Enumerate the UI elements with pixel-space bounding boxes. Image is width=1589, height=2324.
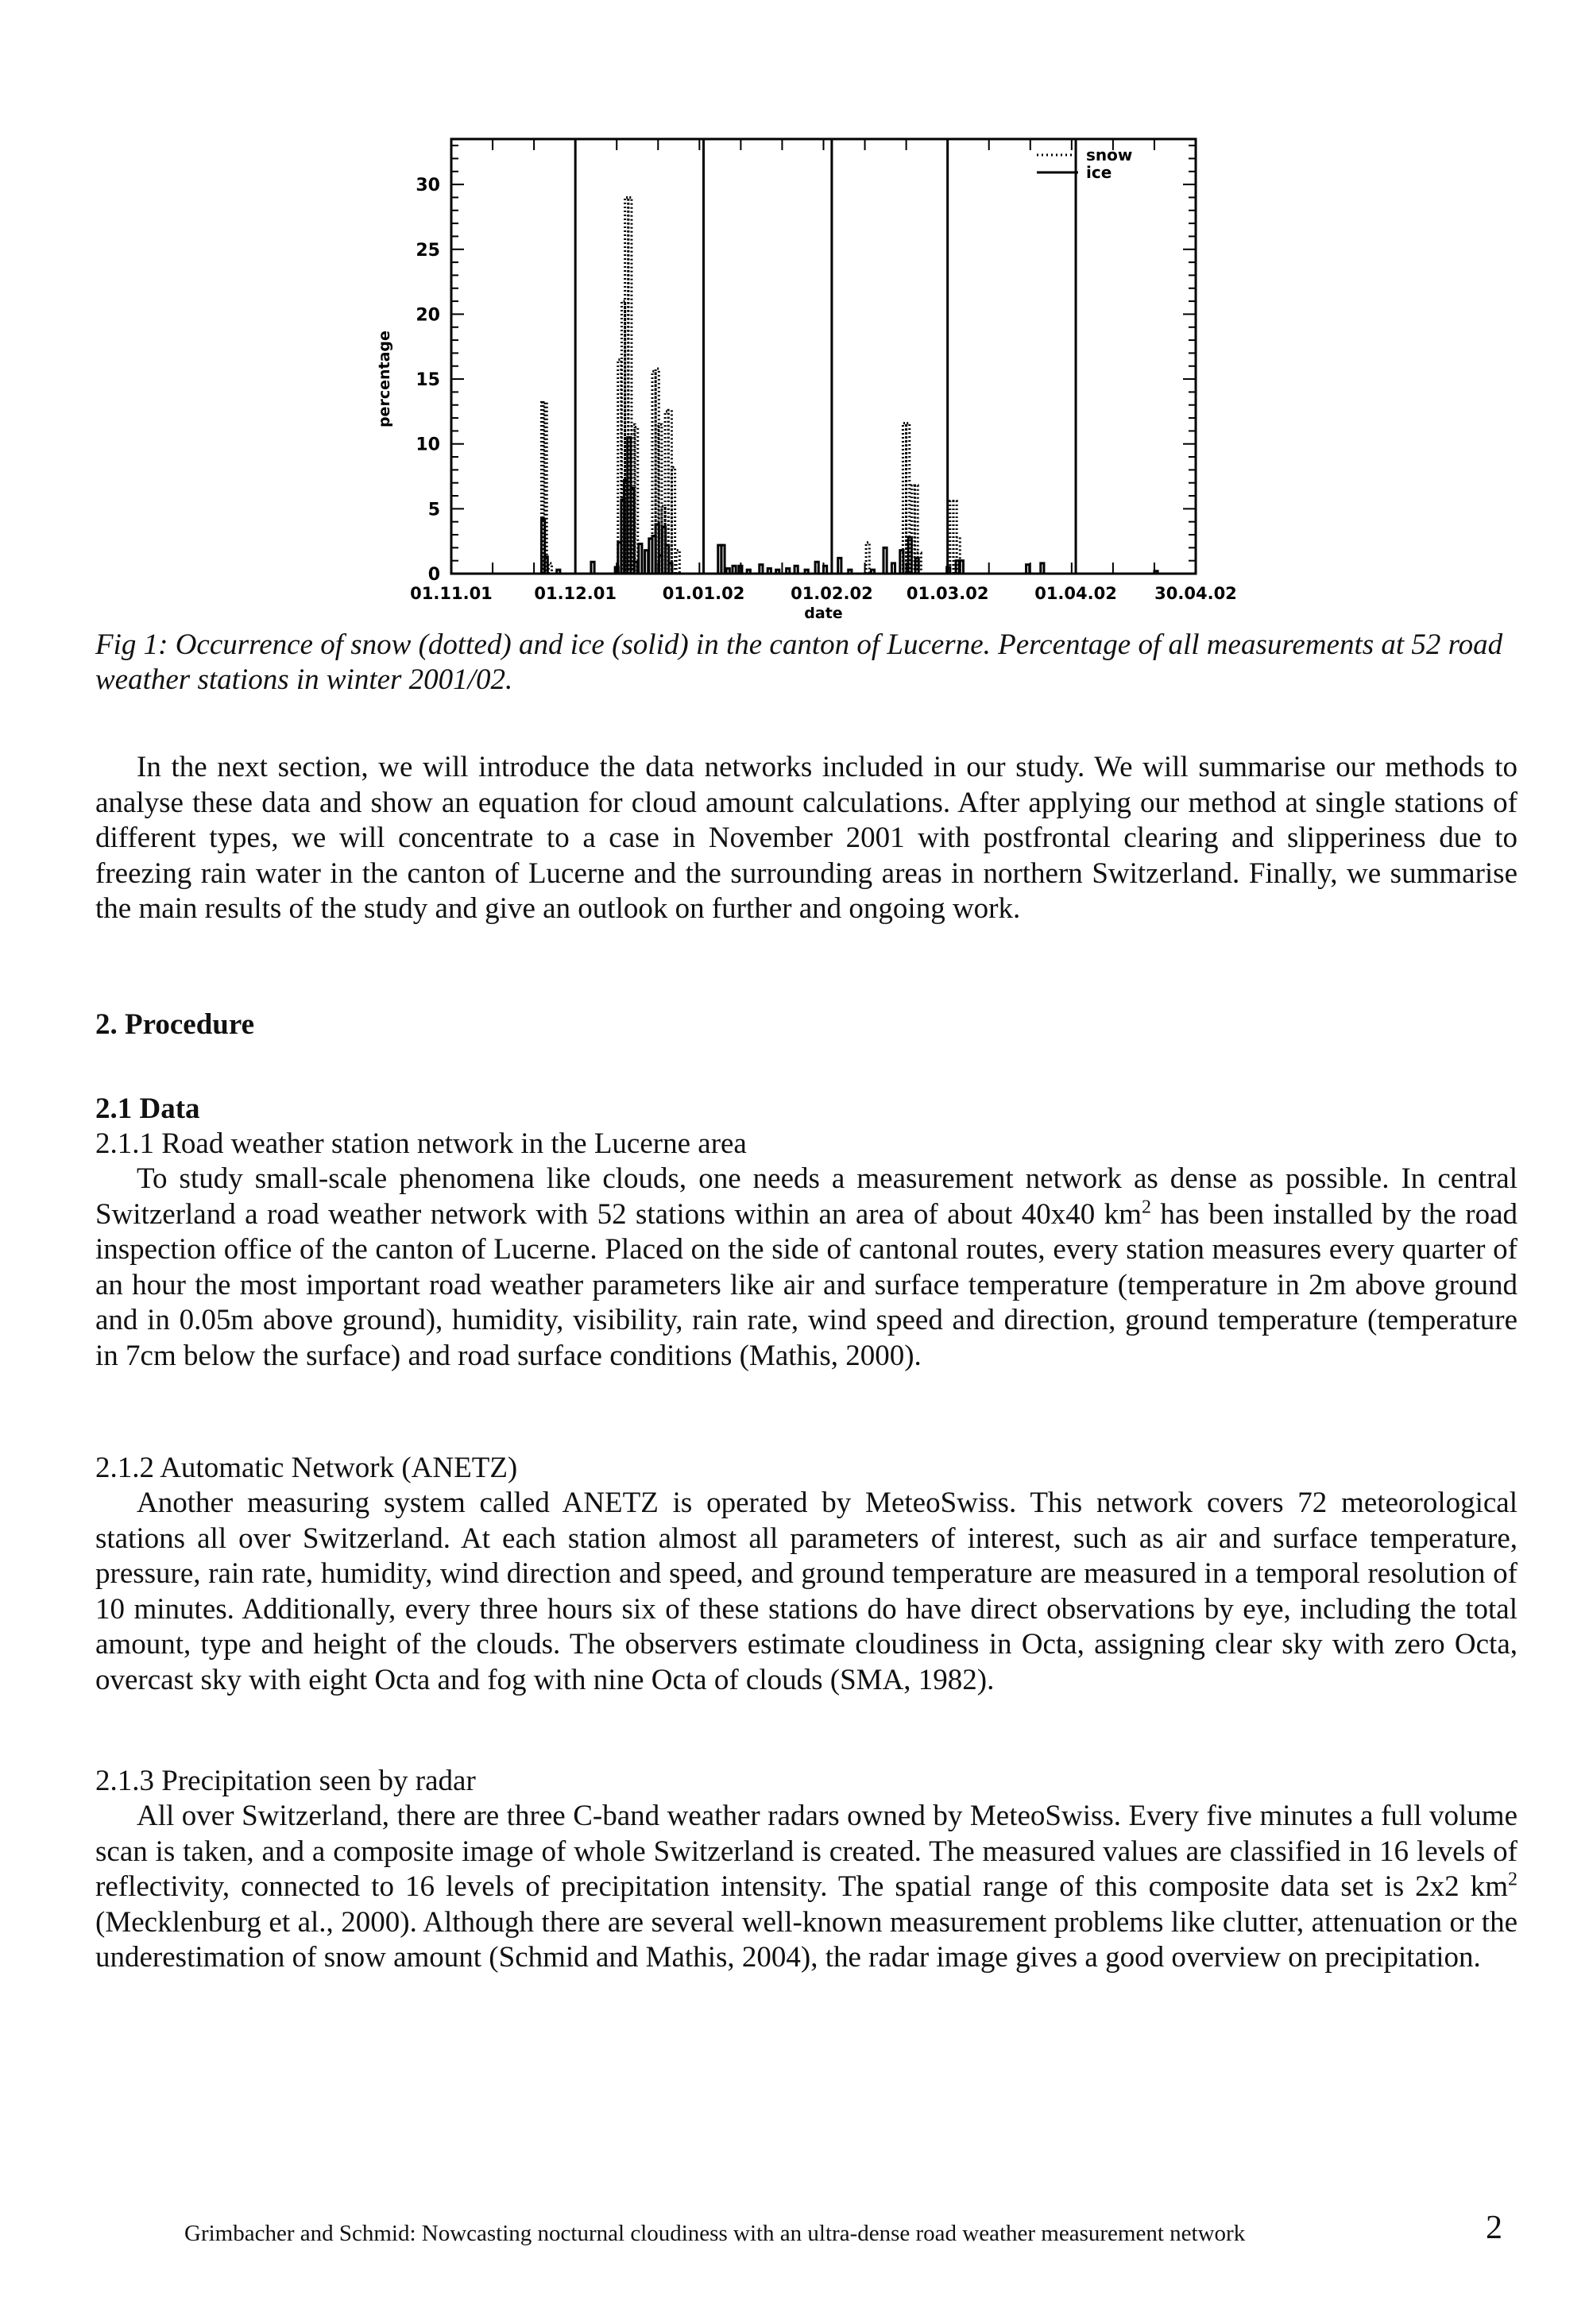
x-tick-label: 01.02.02 [791,584,873,603]
section-2-1-1-heading: 2.1.1 Road weather station network in the Lucerne area [95,1127,747,1160]
figure-1 [350,119,1239,644]
ice-bar [838,558,841,574]
section-2-1-heading: 2.1 Data [95,1092,200,1125]
snow-ice-chart [350,119,1239,644]
x-axis-label: date [804,605,843,622]
y-tick-label: 25 [416,240,440,261]
section-2-heading: 2. Procedure [95,1008,255,1041]
ice-bar [1041,563,1044,574]
ice-bar [639,543,642,574]
y-tick-label: 30 [416,176,440,196]
section-2-1-2-heading: 2.1.2 Automatic Network (ANETZ) [95,1452,518,1484]
running-footer: Grimbacher and Schmid: Nowcasting nocturnal cloudiness with an ultra-dense road weather measurement network [184,2221,1246,2246]
legend-label-snow: snow [1086,145,1133,164]
section-2-1-3-heading: 2.1.3 Precipitation seen by radar [95,1765,476,1797]
snow-bar [866,543,869,574]
ice-bar [960,561,963,574]
ice-bar [883,547,887,574]
y-tick-label: 15 [416,370,440,391]
ice-bar [956,561,959,574]
section-2-1-3-text-a: All over Switzerland, there are three C-band weather radars owned by MeteoSwiss. Every five minutes a full volume scan is taken, and a composite image of whole Switzerland is created. The measured values are classified in 16 levels of reflectivity, connected to 16 levels of precipitation intensity. The spatial range of this composite data set is 2x2 km [95,1800,1517,1903]
ice-bar [591,562,594,574]
figure-caption: Fig 1: Occurrence of snow (dotted) and ice (solid) in the canton of Lucerne. Percentage of all measurements at 52 road weather stations in winter 2001/02. [95,628,1503,696]
plot-frame [451,139,1196,574]
intro-paragraph [95,750,1517,927]
section-2-1-2-paragraph [95,1486,1517,1698]
y-axis-label: percentage [376,331,393,428]
x-tick-label: 30.04.02 [1154,584,1237,603]
legend-label-ice: ice [1086,163,1112,182]
ice-bar [891,563,895,574]
ice-bar [544,557,547,574]
y-tick-label: 0 [427,565,440,585]
x-tick-label: 01.12.01 [534,584,617,603]
ice-bar [721,545,725,574]
ice-bar [760,565,763,574]
x-tick-label: 01.01.02 [662,584,745,603]
page-number: 2 [1486,2210,1502,2246]
x-tick-label: 01.03.02 [906,584,989,603]
ice-bar [1026,565,1030,574]
snow-bar [548,563,551,574]
snow-bar [676,551,679,574]
y-tick-label: 10 [416,435,440,455]
section-2-1-3-text-b: (Mecklenburg et al., 2000). Although there are several well-known measurement problems like clutter, attenuation or the underestimation of snow amount (Schmid and Mathis, 2004), the radar image gives a good overview on precipitation. [95,1905,1517,1974]
section-2-1-1-text-b: has been installed by the road inspection office of the canton of Lucerne. Placed on the side of cantonal routes, every station measures every quarter of an hour the most important road weather parameters like air and surface temperature (temperature in 2m above ground and in 0.05m above ground), humidity, visibility, rain rate, wind speed and direction, ground temperature (temperature in 7cm below the surface) and road surface conditions (Mathis, 2000). [95,1197,1518,1372]
y-tick-label: 5 [427,500,440,520]
superscript: 2 [1508,1869,1517,1890]
ice-bar [669,563,672,574]
y-tick-label: 20 [416,305,440,326]
intro-text: In the next section, we will introduce the data networks included in our study. We will summarise our methods to analyse these data and show an equation for cloud amount calculations. After applying our method at single stations of different types, we will concentrate to a case in November 2001 with postfrontal clearing and slipperiness due to freezing rain water in the canton of Lucerne and the surrounding areas in northern Switzerland. Finally, we summarise the main results of the study and give an outlook on further and ongoing work. [95,751,1517,925]
section-2-1-1-text-a: To study small-scale phenomena like clouds, one needs a measurement network as dense as possible. In central Switzerland a road weather network with 52 stations within an area of about 40x40 km [95,1162,1517,1231]
section-2-1-3-paragraph [95,1799,1517,1976]
x-tick-label: 01.04.02 [1034,584,1117,603]
ice-bar [815,562,818,574]
ice-bar [645,551,648,574]
x-tick-label: 01.11.01 [410,584,493,603]
superscript: 2 [1141,1197,1151,1218]
section-2-1-2-text: Another measuring system called ANETZ is operated by MeteoSwiss. This network covers 72 meteorological stations all over Switzerland. At each station almost all parameters of interest, such as air and surface temperature, pressure, rain rate, humidity, wind direction and speed, and ground temperature are measured in a temporal resolution of 10 minutes. Additionally, every three hours six of these stations do have direct observations by eye, including the total amount, type and height of the clouds. The observers estimate cloudiness in Octa, assigning clear sky with zero Octa, overcast sky with eight Octa and fog with nine Octa of clouds (SMA, 1982). [95,1487,1517,1696]
section-2-1-1-paragraph [95,1162,1517,1374]
ice-bar [634,562,637,574]
ice-bar [900,551,903,574]
